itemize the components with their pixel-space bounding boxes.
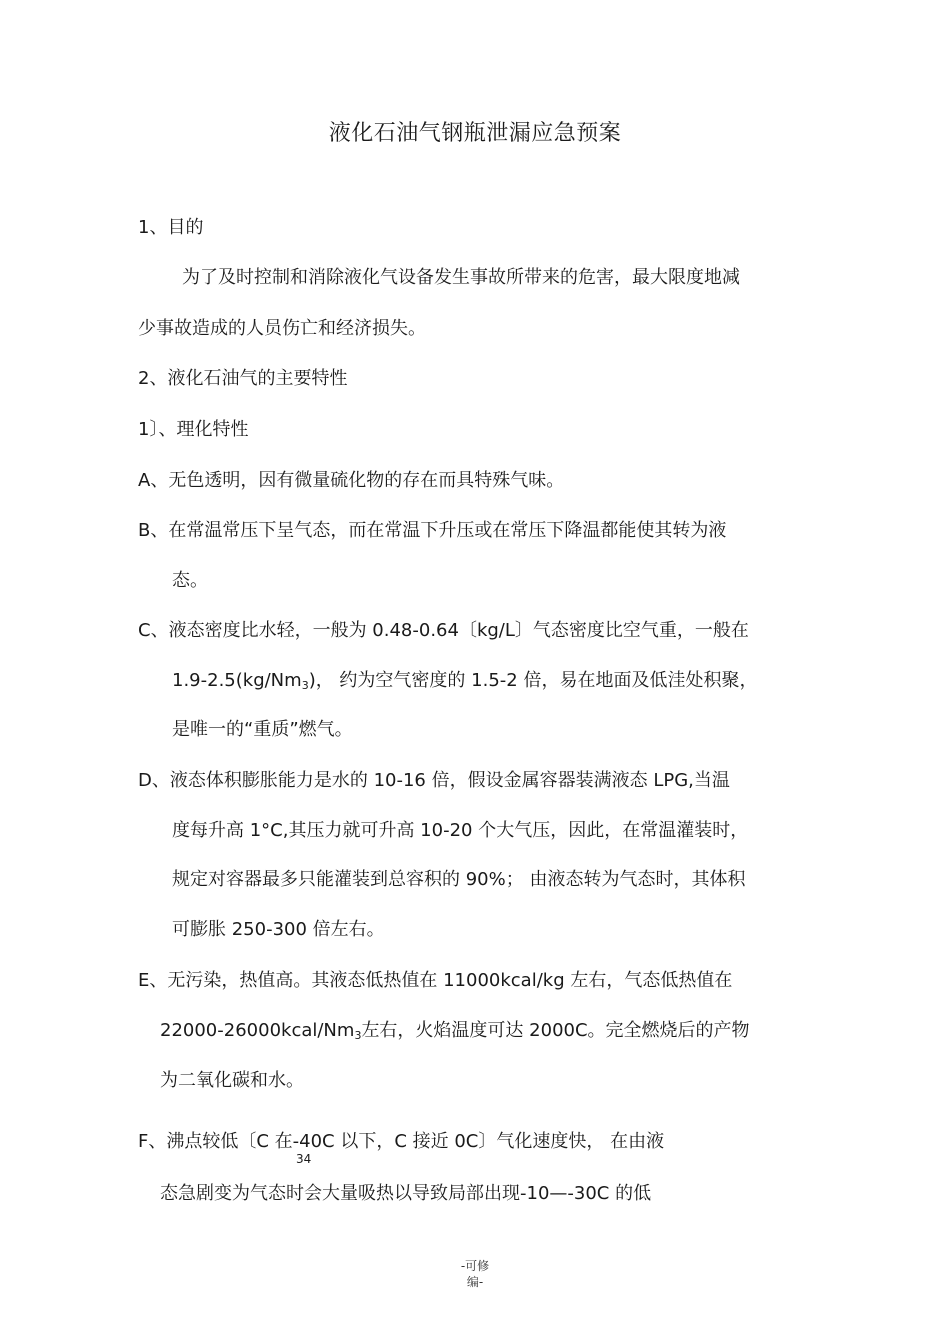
item-e-continued: 为二氧化碳和水。 bbox=[160, 1070, 304, 1091]
subscript-note: 34 bbox=[296, 1152, 312, 1166]
item-d: D、液态体积膨胀能力是水的 10-16 倍，假设金属容器装满液态 LPG,当温 bbox=[138, 770, 730, 791]
paragraph-line: 为了及时控制和消除液化气设备发生事故所带来的危害，最大限度地减 bbox=[182, 267, 740, 288]
item-e-continued: $22000-26000kcal/Nm_3$左右，火焰温度可达 2000C。完全燃烧后的产物 bbox=[160, 1020, 750, 1042]
item-c-continued: 是唯一的“重质”燃气。 bbox=[172, 719, 353, 740]
item-d-continued: 规定对容器最多只能灌装到总容积的 90%； 由液态转为气态时，其体积 bbox=[172, 869, 746, 890]
item-f-continued: 态急剧变为气态时会大量吸热以导致局部出现-10—-30C 的低 bbox=[160, 1183, 652, 1204]
item-c-continued: $1.9-2.5(kg/Nm_3)$， 约为空气密度的 1.5-2 倍，易在地面及低洼处积聚， bbox=[172, 670, 758, 692]
section-1-heading: 1、目的 bbox=[138, 217, 204, 238]
section-2-heading: 2、液化石油气的主要特性 bbox=[138, 368, 348, 389]
item-f: F、沸点较低〔C 在-40C 以下，C 接近 0C〕气化速度快， 在由液 bbox=[138, 1131, 665, 1152]
item-b: B、在常温常压下呈气态，而在常温下升压或在常压下降温都能使其转为液 bbox=[138, 520, 727, 541]
item-c: C、液态密度比水轻，一般为 0.48-0.64〔kg/L〕气态密度比空气重，一般在 bbox=[138, 620, 749, 641]
item-e: E、无污染，热值高。其液态低热值在 11000kcal/kg 左右，气态低热值在 bbox=[138, 970, 733, 991]
subsection-heading: 1〕、理化特性 bbox=[138, 419, 249, 440]
item-d-continued: 可膨胀 250-300 倍左右。 bbox=[172, 919, 385, 940]
paragraph-line: 少事故造成的人员伤亡和经济损失。 bbox=[138, 318, 426, 339]
item-d-continued: 度每升高 1°C,其压力就可升高 10-20 个大气压，因此，在常温灌装时， bbox=[172, 820, 749, 841]
item-b-continued: 态。 bbox=[172, 570, 208, 591]
page-footer bbox=[440, 1258, 510, 1290]
footer-line: 编- bbox=[466, 1275, 484, 1289]
footer-line: -可修 bbox=[460, 1259, 490, 1273]
document-title: 液化石油气钢瓶泄漏应急预案 bbox=[328, 121, 622, 146]
item-a: A、无色透明，因有微量硫化物的存在而具特殊气味。 bbox=[138, 470, 565, 491]
